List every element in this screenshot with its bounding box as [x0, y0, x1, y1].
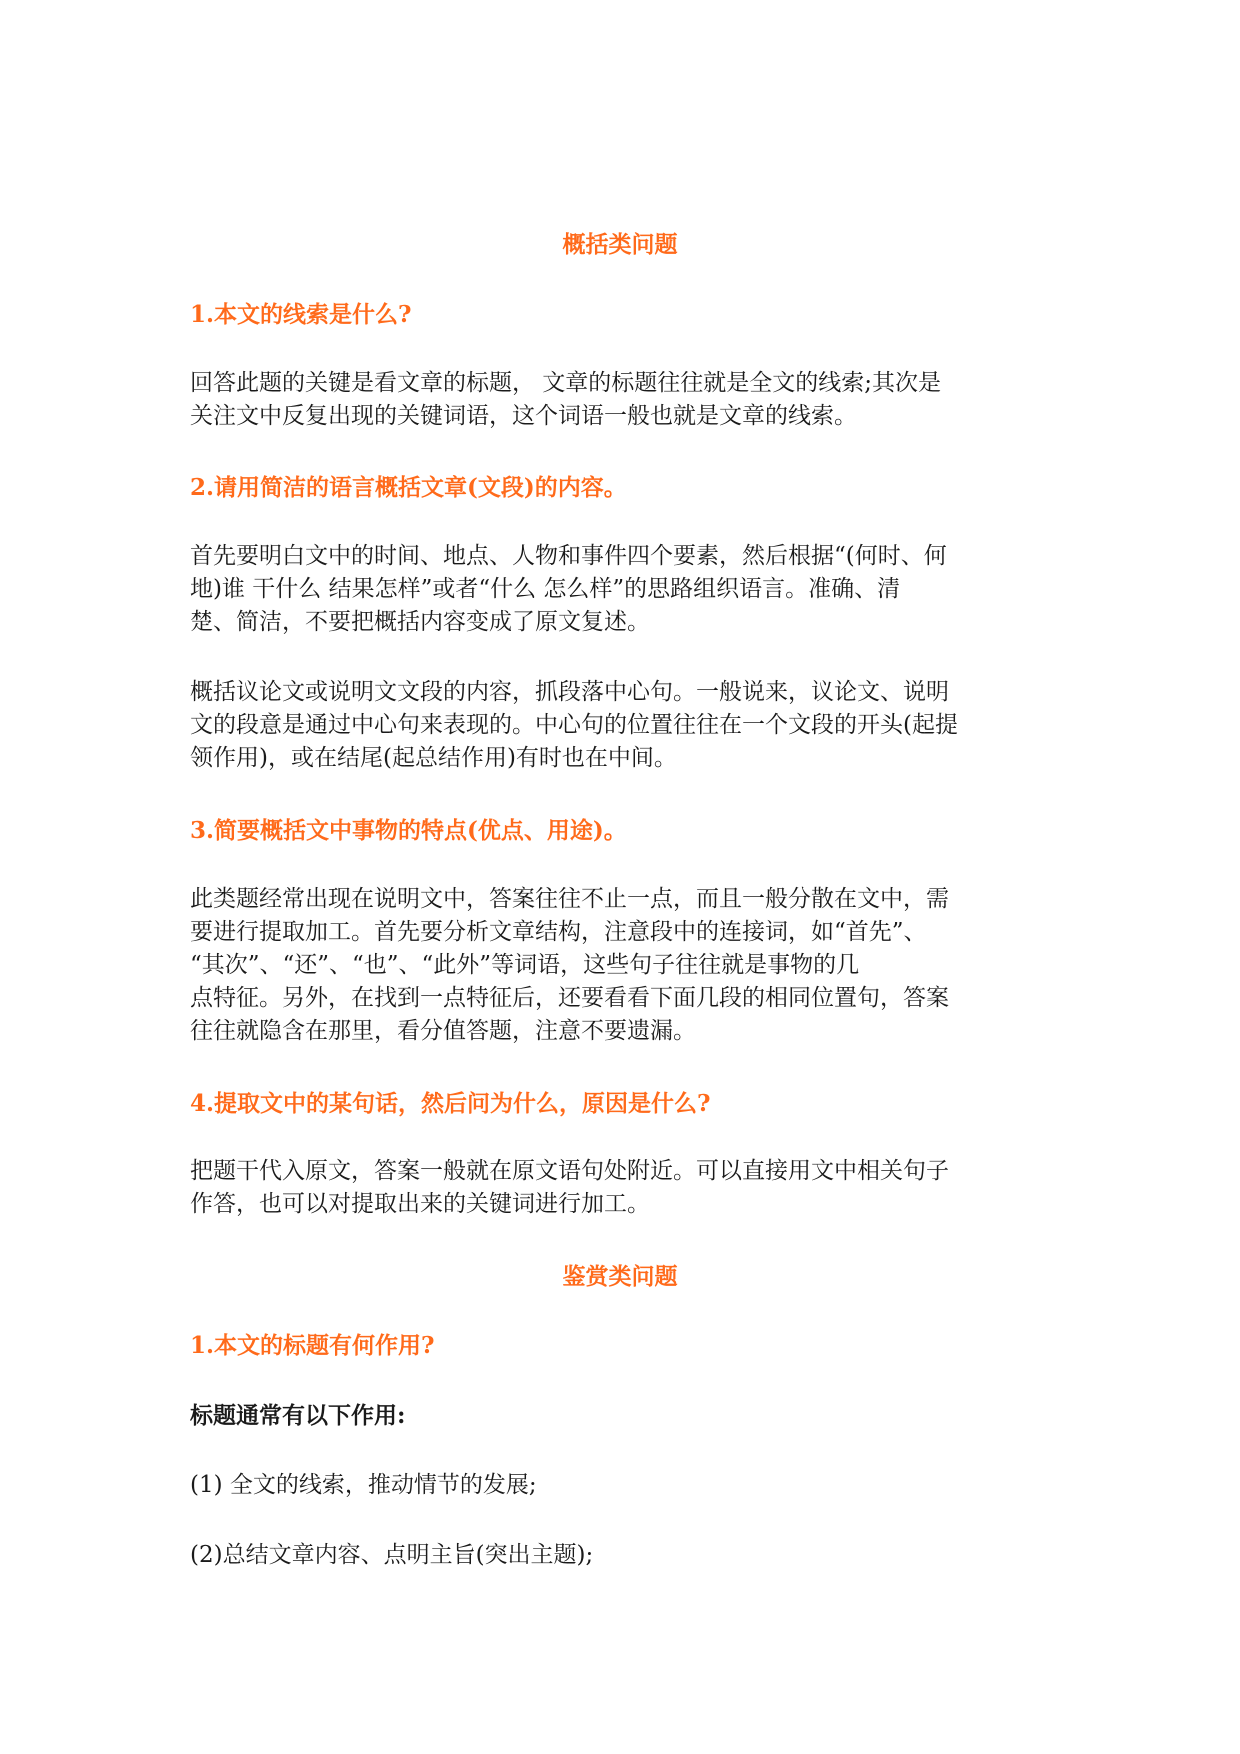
answer-paragraph-1: [190, 367, 1050, 433]
paragraph-line: 作答，也可以对提取出来的关键词进行加工。: [190, 1191, 650, 1217]
list-item-1: (1) 全文的线索，推动情节的发展;: [190, 1472, 537, 1498]
question-heading-3: 3.简要概括文中事物的特点(优点、用途)。: [190, 817, 627, 844]
section-title-appreciation: 鉴赏类问题: [562, 1263, 678, 1290]
paragraph-line: 点特征。另外，在找到一点特征后，还要看看下面几段的相同位置句，答案: [190, 985, 949, 1011]
paragraph-line: “其次”、“还”、“也”、“此外”等词语，这些句子往往就是事物的几: [190, 952, 860, 978]
answer-paragraph-4: [190, 1155, 1050, 1221]
answer-paragraph-2b: [190, 676, 1050, 775]
paragraph-line: 此类题经常出现在说明文中，答案往往不止一点，而且一般分散在文中，需: [190, 886, 949, 912]
question-heading-5: 1.本文的标题有何作用?: [190, 1332, 435, 1359]
paragraph-line: 概括议论文或说明文文段的内容，抓段落中心句。一般说来，议论文、说明: [190, 679, 949, 705]
question-heading-4: 4.提取文中的某句话，然后问为什么，原因是什么?: [190, 1090, 711, 1117]
answer-paragraph-3: [190, 883, 1050, 1048]
paragraph-line: 文的段意是通过中心句来表现的。中心句的位置往往在一个文段的开头(起提: [190, 712, 958, 738]
paragraph-line: 首先要明白文中的时间、地点、人物和事件四个要素，然后根据“(何时、何: [190, 543, 947, 569]
paragraph-line: 要进行提取加工。首先要分析文章结构，注意段中的连接词，如“首先”、: [190, 919, 927, 945]
section-title-summary: 概括类问题: [562, 231, 678, 258]
question-heading-1: 1.本文的线索是什么?: [190, 301, 412, 328]
paragraph-line: 关注文中反复出现的关键词语，这个词语一般也就是文章的线索。: [190, 403, 857, 429]
subheading-title-functions: 标题通常有以下作用:: [190, 1402, 406, 1429]
paragraph-line: 往往就隐含在那里，看分值答题，注意不要遗漏。: [190, 1018, 696, 1044]
paragraph-line: 领作用)，或在结尾(起总结作用)有时也在中间。: [190, 745, 677, 771]
list-item-2: (2)总结文章内容、点明主旨(突出主题);: [190, 1542, 594, 1568]
paragraph-line: 回答此题的关键是看文章的标题， 文章的标题往往就是全文的线索;其次是: [190, 370, 942, 396]
answer-paragraph-2a: [190, 540, 1050, 639]
paragraph-line: 楚、简洁，不要把概括内容变成了原文复述。: [190, 609, 650, 635]
question-heading-2: 2.请用简洁的语言概括文章(文段)的内容。: [190, 474, 627, 501]
paragraph-line: 地)谁 干什么 结果怎样”或者“什么 怎么样”的思路组织语言。准确、清: [190, 576, 901, 602]
paragraph-line: 把题干代入原文，答案一般就在原文语句处附近。可以直接用文中相关句子: [190, 1158, 949, 1184]
